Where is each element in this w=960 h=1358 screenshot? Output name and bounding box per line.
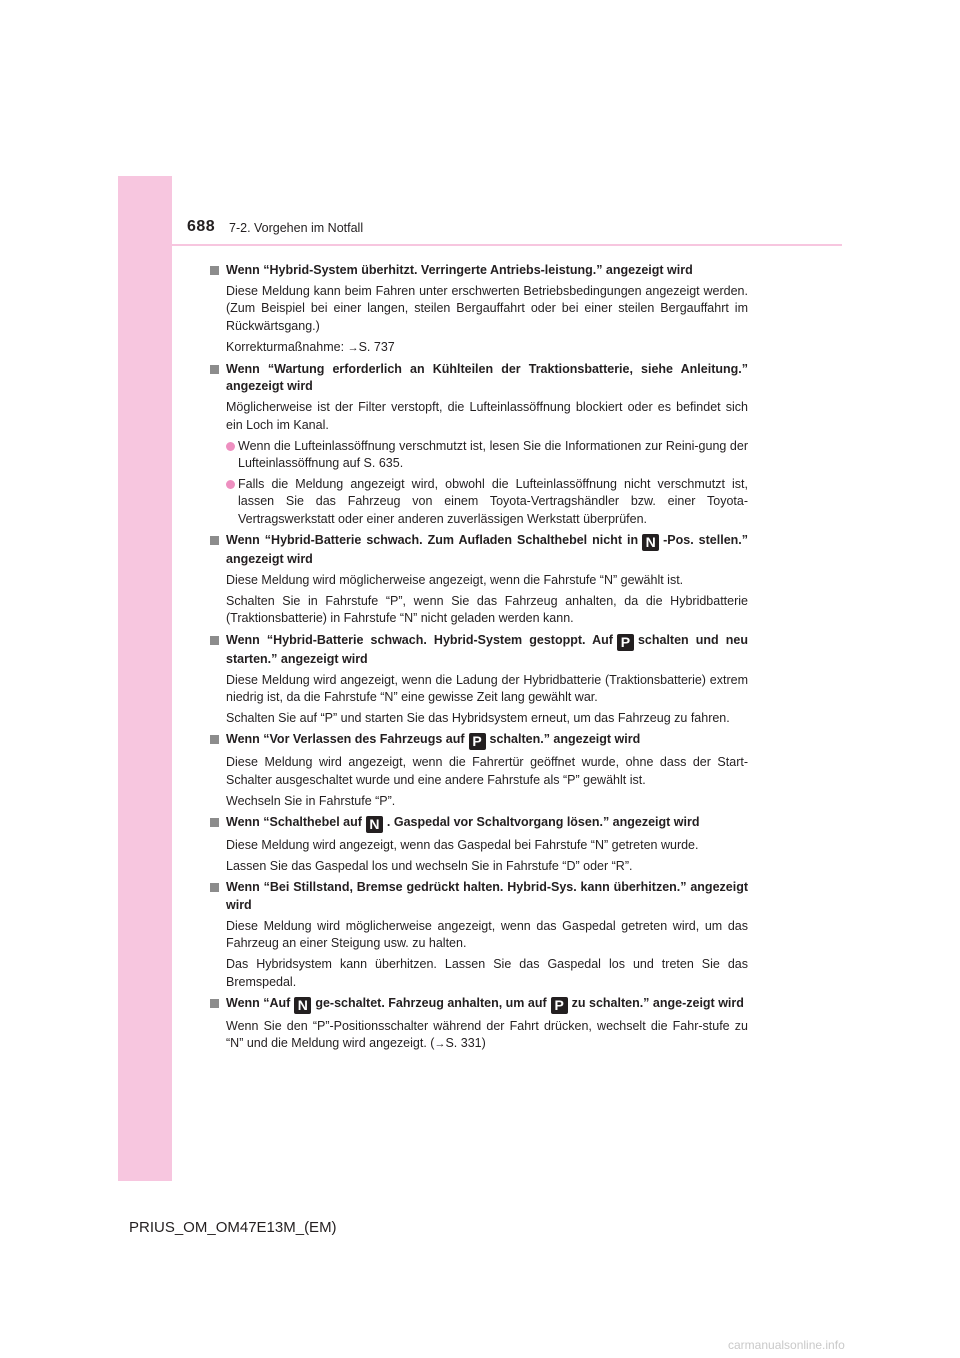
paragraph: Wechseln Sie in Fahrstufe “P”. [226,793,396,808]
p-position-icon: P [617,634,634,651]
n-position-icon: N [642,534,659,551]
bullet-item: Wenn die Lufteinlassöffnung verschmutzt ist, lesen Sie die Informationen zur Reini-gung der Lufteinlassöffnung auf S. 635. [210,438,748,472]
message-heading-battery-low-n: Wenn “Hybrid-Batterie schwach. Zum Aufladen Schalthebel nicht in N -Pos. stellen.” angezeigt wird [210,532,748,568]
n-position-icon: N [294,997,311,1014]
paragraph: Möglicherweise ist der Filter verstopft, die Lufteinlassöffnung blockiert oder es befindet sich ein Loch im Kanal. [226,400,748,432]
circle-bullet-icon [226,480,235,489]
paragraph: Lassen Sie das Gaspedal los und wechseln Sie in Fahrstufe “D” oder “R”. [226,859,633,874]
page-reference: S. 331 [445,1035,482,1050]
page-reference-arrow-icon: → [434,1037,446,1050]
n-position-icon: N [366,816,383,833]
message-heading-leave-vehicle: Wenn “Vor Verlassen des Fahrzeugs auf P schalten.” angezeigt wird [210,731,748,750]
message-heading-hold-brake: Wenn “Bei Stillstand, Bremse gedrückt halten. Hybrid-Sys. kann überhitzen.” angezeigt wird [210,879,748,913]
square-bullet-icon [210,735,219,744]
message-heading-shifted-to-n: Wenn “Auf N ge-schaltet. Fahrzeug anhalten, um auf P zu schalten.” ange-zeigt wird [210,995,748,1014]
page-reference: S. 737 [358,339,395,354]
square-bullet-icon [210,999,219,1008]
message-heading-hybrid-overheat: Wenn “Hybrid-System überhitzt. Verringerte Antriebs-leistung.” angezeigt wird [210,262,748,279]
paragraph: Schalten Sie in Fahrstufe “P”, wenn Sie das Fahrzeug anhalten, da die Hybridbatterie (Traktionsbatterie) in Fahrstufe “N” nicht geladen werden kann. [226,594,748,626]
square-bullet-icon [210,365,219,374]
p-position-icon: P [551,997,568,1014]
watermark: carmanualsonline.info [728,1338,845,1352]
paragraph: Diese Meldung wird angezeigt, wenn die Fahrertür geöffnet wurde, ohne dass der Start-Schalter ausgeschaltet wurde und eine andere Fahrstufe als “P” gewählt ist. [226,755,748,787]
paragraph-correction: Korrekturmaßnahme: →S. 737 [226,339,395,354]
section-title: 7-2. Vorgehen im Notfall [229,221,364,235]
square-bullet-icon [210,636,219,645]
paragraph: Diese Meldung wird möglicherweise angezeigt, wenn die Fahrstufe “N” gewählt ist. [226,573,684,588]
circle-bullet-icon [226,442,235,451]
square-bullet-icon [210,266,219,275]
paragraph: Diese Meldung kann beim Fahren unter erschwerten Betriebsbedingungen angezeigt werden. (Zum Beispiel bei einer langen, steilen Bergauffahrt oder bei einer steilen Bergauffahrt im Rückwärtsgang.) [226,284,748,333]
page-content [210,258,748,1053]
bullet-item: Falls die Meldung angezeigt wird, obwohl die Lufteinlassöffnung nicht verschmutzt ist, lassen Sie das Fahrzeug von einem Toyota-Vertragshändler bzw. einer Toyota-Vertragswerkstatt oder einer anderen zuverlässigen Werkstatt überprüfen. [210,476,748,528]
chapter-sidebar-tab [118,176,172,1181]
header-rule [172,244,842,246]
message-heading-release-accelerator: Wenn “Schalthebel auf N . Gaspedal vor Schaltvorgang lösen.” angezeigt wird [210,814,748,833]
paragraph: Schalten Sie auf “P” und starten Sie das Hybridsystem erneut, um das Fahrzeug zu fahren. [226,711,730,726]
paragraph: Diese Meldung wird angezeigt, wenn die Ladung der Hybridbatterie (Traktionsbatterie) extrem niedrig ist, da die Fahrstufe “N” eine gewisse Zeit lang gewählt war. [226,672,748,705]
square-bullet-icon [210,818,219,827]
paragraph: Diese Meldung wird angezeigt, wenn das Gaspedal bei Fahrstufe “N” getreten wurde. [226,838,699,853]
page-reference-arrow-icon: → [347,341,359,354]
square-bullet-icon [210,536,219,545]
message-heading-battery-cooling: Wenn “Wartung erforderlich an Kühlteilen der Traktionsbatterie, siehe Anleitung.” angezeigt wird [210,361,748,395]
paragraph: Diese Meldung wird möglicherweise angezeigt, wenn das Gaspedal getreten wird, um das Fahrzeug an einer Steigung usw. zu halten. [226,918,748,951]
page-number: 688 [187,218,216,235]
square-bullet-icon [210,883,219,892]
p-position-icon: P [469,733,486,750]
paragraph: Das Hybridsystem kann überhitzen. Lassen Sie das Gaspedal los und treten Sie das Bremspedal. [226,957,748,989]
paragraph-shift-info: Wenn Sie den “P”-Positionsschalter während der Fahrt drücken, wechselt die Fahr-stufe zu “N” und die Meldung wird angezeigt. (→S. 331) [226,1018,748,1050]
footer-doc-code: PRIUS_OM_OM47E13M_(EM) [129,1219,337,1236]
message-heading-hybrid-stopped: Wenn “Hybrid-Batterie schwach. Hybrid-System gestoppt. Auf P schalten und neu starten.” angezeigt wird [210,632,748,668]
